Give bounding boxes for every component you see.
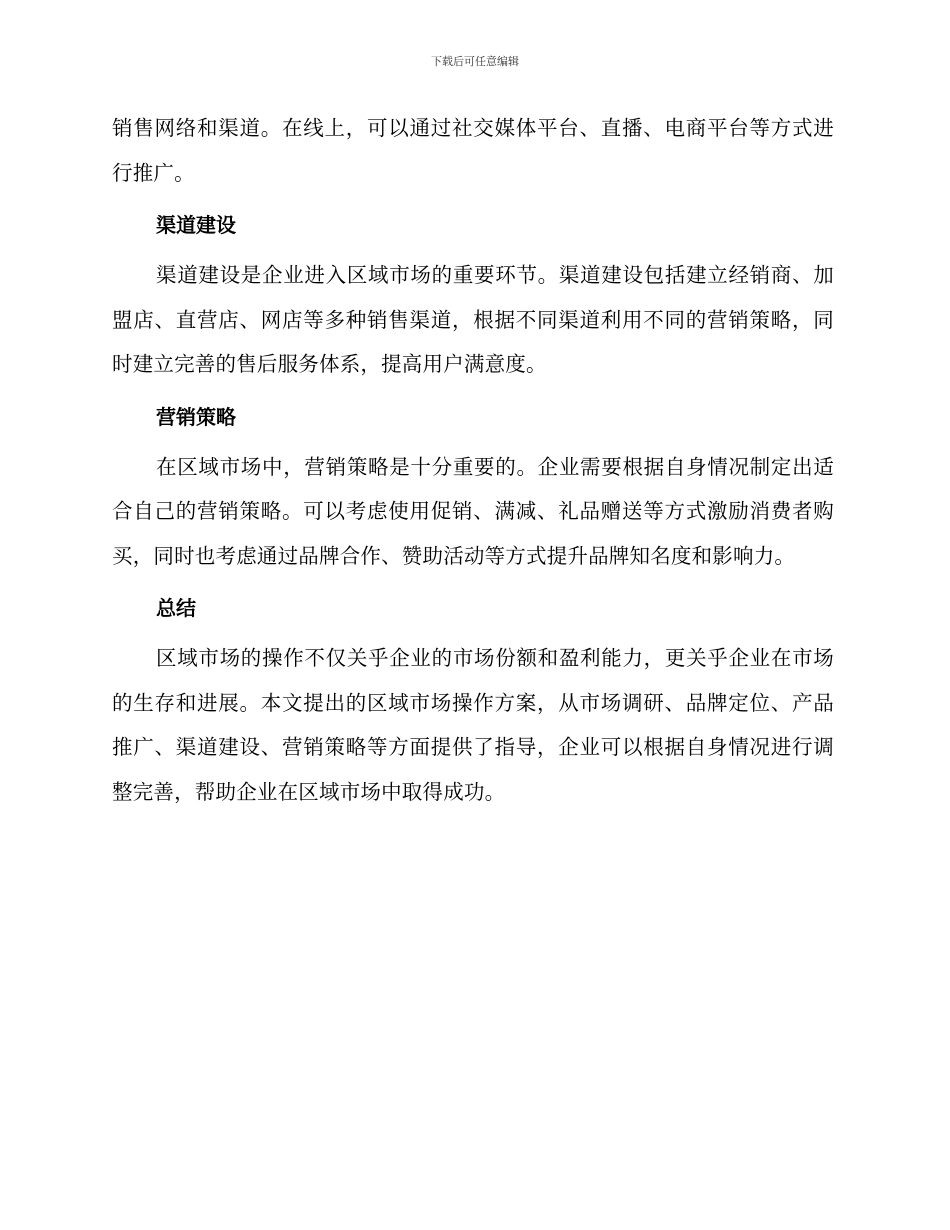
section-paragraph: 渠道建设是企业进入区域市场的重要环节。渠道建设包括建立经销商、加盟店、直营店、网店等多种销售渠道，根据不同渠道利用不同的营销策略，同时建立完善的售后服务体系，提高用户满意度。 xyxy=(112,263,834,376)
section-heading: 渠道建设 xyxy=(156,213,236,237)
page-header: 下载后可任意编辑 xyxy=(431,55,519,68)
section-heading: 营销策略 xyxy=(156,404,236,429)
section-channel-building xyxy=(112,209,834,387)
intro-paragraph: 销售网络和渠道。在线上，可以通过社交媒体平台、直播、电商平台等方式进行推广。 xyxy=(112,116,834,185)
section-paragraph: 在区域市场中，营销策略是十分重要的。企业需要根据自身情况制定出适合自己的营销策略。可以考虑使用促销、满减、礼品赠送等方式激励消费者购买，同时也考虑通过品牌合作、赞助活动等方式提升品牌知名度和影响力。 xyxy=(112,454,834,568)
section-paragraph: 区域市场的操作不仅关乎企业的市场份额和盈利能力，更关乎企业在市场的生存和进展。本文提出的区域市场操作方案，从市场调研、品牌定位、产品推广、渠道建设、营销策略等方面提供了指导，企业可以根据自身情况进行调整完善，帮助企业在区域市场中取得成功。 xyxy=(112,646,834,804)
section-summary xyxy=(112,592,834,814)
section-heading: 总结 xyxy=(156,596,196,620)
document-body xyxy=(112,106,834,814)
section-marketing-strategy xyxy=(112,401,834,579)
